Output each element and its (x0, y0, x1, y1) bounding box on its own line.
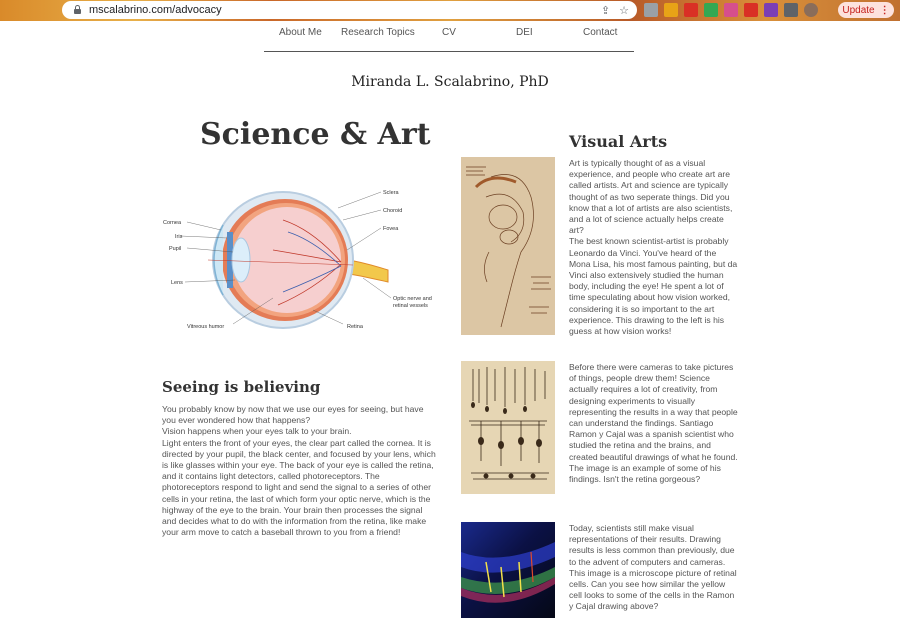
site-nav (264, 27, 634, 52)
bookmark-star-icon[interactable]: ☆ (619, 3, 629, 17)
label-iris: Iris (175, 234, 183, 240)
label-cornea: Cornea (163, 220, 182, 226)
puzzle-icon[interactable] (784, 3, 798, 17)
update-button[interactable]: Update ⋮ (838, 2, 894, 18)
label-optic-nerve: Optic nerve and (393, 296, 432, 302)
label-retina: Retina (347, 324, 363, 330)
visual-arts-title: Visual Arts (569, 132, 668, 151)
nav-cv[interactable]: CV (442, 27, 456, 38)
label-vitreous-humor: Vitreous humor (187, 324, 225, 330)
extension-icon[interactable] (704, 3, 718, 17)
seeing-section-body: You probably know by now that we use our eyes for seeing, but have you ever wondered how that happens? Vision happens when your eyes talk to your brain. Light enters the front of your eyes, the clear part called the cornea. It is directed by your pupil, the black center, and focused by your lens, which is like glasses within your eye. The back of your eye is called the retina, and it contains light detectors, called photoreceptors. The photoreceptors respond to light and send the signal to a series of other cells in your retina, the last of which form your optic nerve, which is the highway of the eye to the brain. Your brain then processes the signal and decides what to do with the information from the retina, like make your arm move to catch a baseball thrown to you from a friend! (162, 404, 436, 538)
label-choroid: Choroid (383, 208, 403, 214)
extension-icon[interactable] (644, 3, 658, 17)
seeing-section-title: Seeing is believing (162, 378, 321, 396)
eye-anatomy-diagram (163, 180, 443, 340)
nav-research-topics[interactable]: Research Topics (341, 27, 415, 38)
nav-dei[interactable]: DEI (516, 27, 533, 38)
retina-microscope-image (461, 522, 555, 618)
da-vinci-sketch-image (461, 157, 555, 335)
label-lens: Lens (171, 280, 183, 286)
visual-arts-paragraph-3: Today, scientists still make visual representations of their results. Drawing results is less common than previously, due to the advent of computers and cameras. This image is a microscope picture of retinal cells. Can you see how similar the yellow cell looks to some of the cells in the Ramon y Cajal drawing above? (569, 523, 737, 612)
share-icon[interactable]: ⇪ (600, 3, 611, 17)
lock-icon[interactable] (70, 3, 84, 17)
label-fovea: Fovea (383, 226, 399, 232)
label-retinal-vessels: retinal vessels (393, 303, 428, 309)
menu-dots-icon: ⋮ (879, 4, 890, 16)
extension-icon[interactable] (744, 3, 758, 17)
avatar[interactable] (804, 3, 818, 17)
page-title: Science & Art (200, 117, 431, 152)
site-name[interactable]: Miranda L. Scalabrino, PhD (351, 74, 549, 90)
visual-arts-paragraph-1: Art is typically thought of as a visual experience, and people who create art are called artists. Art and science are typically thought of as two seperate things. Did you know that a lot of artists are also scientists, and a lot of science actually helps create art? The best known scientist-artist is probably Leonardo da Vinci. You've heard of the Mona Lisa, his most famous painting, but da Vinci also extensively studied the human body, including the eye! He spent a lot of time speculating about how vision worked, considering it is so important to the art experience. This drawing to the left is his guess at how vision works! (569, 158, 738, 337)
url-text[interactable]: mscalabrino.com/advocacy (89, 4, 222, 16)
extension-icon[interactable] (684, 3, 698, 17)
browser-toolbar (0, 0, 900, 21)
nav-about-me[interactable]: About Me (279, 27, 322, 38)
address-bar[interactable] (62, 1, 637, 19)
cajal-retina-drawing-image (461, 361, 555, 494)
extension-icon[interactable] (764, 3, 778, 17)
extension-icon[interactable] (724, 3, 738, 17)
nav-contact[interactable]: Contact (583, 27, 618, 38)
label-pupil: Pupil (169, 246, 182, 252)
label-sclera: Sclera (383, 190, 399, 196)
visual-arts-paragraph-2: Before there were cameras to take pictures of things, people drew them! Science actually requires a lot of creativity, from designing experiments to visually representing the results in a way that people can understand the findings. Santiago Ramon y Cajal was a spanish scientist who studied the retina and the brains, and created beautiful drawings of what he found. The image is an example of some of his findings. Isn't the retina gorgeous? (569, 362, 738, 485)
extension-icon[interactable] (664, 3, 678, 17)
